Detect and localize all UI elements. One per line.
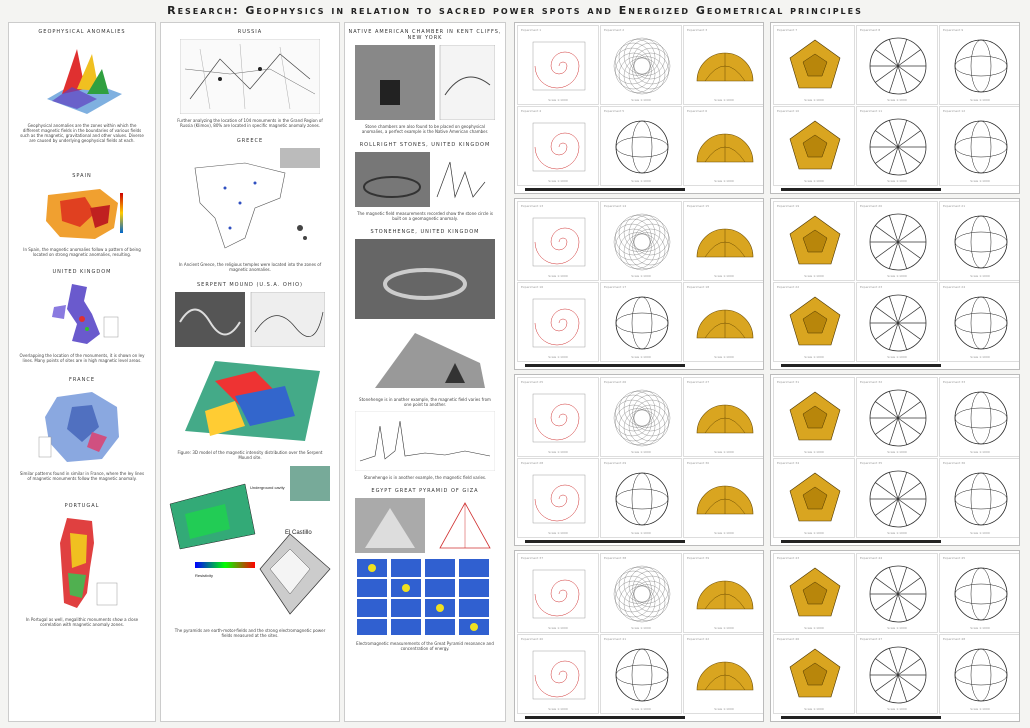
experiment-scale: Scale 1:1000 [887,98,907,102]
experiment-cell [856,458,938,538]
experiment-label: Experiment 35 [860,461,883,465]
experiment-label: Experiment 38 [604,556,627,560]
experiment-label: Experiment 11 [860,109,883,113]
panel-scale-bar [525,540,685,543]
experiment-cell [683,458,764,538]
experiment-cell [517,201,599,281]
section-title: UNITED KINGDOM [52,269,112,275]
stonehenge-magnetic-map [355,323,495,393]
section-caption: In Spain, the magnetic anomalies follow a pattern of being located on strong magnetic anomalies, resulting. [23,247,141,257]
stonehenge-photo [355,239,495,319]
experiment-label: Experiment 2 [604,28,625,32]
experiment-cell [856,106,938,186]
experiment-cell [517,458,599,538]
panel-scale-bar [781,364,941,367]
experiment-label: Experiment 9 [943,28,964,32]
experiment-scale: Scale 1:1000 [804,355,824,359]
experiment-label: Experiment 45 [943,556,966,560]
section-title: SPAIN [72,173,92,179]
experiment-label: Experiment 37 [521,556,544,560]
experiment-label: Experiment 27 [687,380,710,384]
experiment-label: Experiment 3 [687,28,708,32]
experiment-panel [514,198,764,370]
experiment-scale: Scale 1:1000 [970,179,990,183]
column-russia-greece [160,22,340,722]
experiment-scale: Scale 1:1000 [970,531,990,535]
experiment-label: Experiment 42 [687,637,710,641]
experiment-cell [856,201,938,281]
pyramid-resistivity-diagram [165,464,335,624]
experiment-panel [770,22,1020,194]
experiment-scale: Scale 1:1000 [804,179,824,183]
column-sites [344,22,506,722]
experiment-label: Experiment 39 [687,556,710,560]
experiment-scale: Scale 1:1000 [970,707,990,711]
underground-label: Underground cavity [250,485,285,490]
experiment-label: Experiment 10 [777,109,800,113]
serpent-mound-photos [175,292,325,347]
experiment-cell [683,553,764,633]
experiment-cell [773,553,855,633]
experiment-scale: Scale 1:1000 [714,531,734,535]
panel-scale-bar [781,540,941,543]
experiment-panel [514,22,764,194]
section-caption: Geophysical anomalies are the zones within which the different magnetic fields in the boundaries of various fields such as the magnetic, gravitational and other values. Diverse are caused by underlying geophysical fields at each. [20,123,144,143]
experiment-cell [939,201,1020,281]
experiment-scale: Scale 1:1000 [714,179,734,183]
spain-map [40,183,125,243]
experiment-panel [514,550,764,722]
section-title: FRANCE [69,377,95,383]
experiment-label: Experiment 12 [943,109,966,113]
experiment-label: Experiment 1 [521,28,542,32]
experiment-cell [939,25,1020,105]
experiment-label: Experiment 21 [943,204,966,208]
experiment-panel [770,198,1020,370]
em-field-heatmaps [355,557,495,637]
section-caption: In Ancient Greece, the religious temples were located into the zones of magnetic anomalies. [178,262,322,272]
experiment-cell [600,377,682,457]
experiment-label: Experiment 32 [860,380,883,384]
experiment-scale: Scale 1:1000 [631,450,651,454]
experiment-label: Experiment 19 [777,204,800,208]
section-caption: Stone chambers are also found to be placed on geophysical anomalies, a perfect example is the Native American chamber. [361,124,489,134]
experiment-cell [773,201,855,281]
experiment-panel [770,374,1020,546]
el-castillo-label: El Castillo [285,530,312,536]
experiment-label: Experiment 29 [604,461,627,465]
experiment-label: Experiment 46 [777,637,800,641]
experiment-cell [600,282,682,362]
experiment-panel [770,550,1020,722]
experiment-label: Experiment 34 [777,461,800,465]
russia-map [180,39,320,114]
experiment-scale: Scale 1:1000 [631,274,651,278]
experiment-scale: Scale 1:1000 [548,98,568,102]
experiment-cell [939,106,1020,186]
france-map [37,387,127,467]
experiment-scale: Scale 1:1000 [631,355,651,359]
experiment-label: Experiment 5 [604,109,625,113]
experiment-label: Experiment 40 [521,637,544,641]
experiment-scale: Scale 1:1000 [887,355,907,359]
section-title: GEOPHYSICAL ANOMALIES [38,29,126,35]
experiment-cell [939,634,1020,714]
experiment-scale: Scale 1:1000 [887,179,907,183]
section-caption: Electromagnetic measurements of the Great Pyramid resonance and concentration of energy. [356,641,494,651]
portugal-map [42,513,122,613]
experiment-label: Experiment 24 [943,285,966,289]
experiment-scale: Scale 1:1000 [804,707,824,711]
section-title: STONEHENGE, UNITED KINGDOM [370,229,480,235]
experiment-cell [773,25,855,105]
experiment-cell [773,282,855,362]
rollright-stones [355,152,495,207]
experiment-cell [517,25,599,105]
experiment-cell [600,553,682,633]
experiment-cell [683,201,764,281]
experiment-label: Experiment 43 [777,556,800,560]
anomaly-3d-plot [37,39,127,119]
experiment-label: Experiment 20 [860,204,883,208]
experiment-label: Experiment 4 [521,109,542,113]
greece-map [175,148,325,258]
section-caption: In Portugal as well, megalithic monuments show a close correlation with magnetic anomaly zones. [25,617,139,627]
magnetic-3d-terrain [175,351,325,446]
experiment-scale: Scale 1:1000 [887,274,907,278]
section-caption: Overlapping the location of the monuments, it is shown on ley lines. Many points of sites are in high magnetic level areas. [19,353,145,363]
experiment-label: Experiment 15 [687,204,710,208]
experiment-scale: Scale 1:1000 [548,707,568,711]
experiment-scale: Scale 1:1000 [631,98,651,102]
experiment-scale: Scale 1:1000 [887,450,907,454]
experiment-label: Experiment 28 [521,461,544,465]
experiment-scale: Scale 1:1000 [804,531,824,535]
column-geophysics-europe [8,22,156,722]
experiment-label: Experiment 36 [943,461,966,465]
experiment-cell [517,634,599,714]
experiment-cell [856,25,938,105]
experiment-label: Experiment 48 [943,637,966,641]
experiment-cell [773,106,855,186]
experiment-cell [517,377,599,457]
experiment-cell [939,377,1020,457]
experiment-label: Experiment 41 [604,637,627,641]
section-title: EGYPT GREAT PYRAMID OF GIZA [371,488,479,494]
experiment-cell [517,553,599,633]
experiment-cell [600,201,682,281]
experiment-scale: Scale 1:1000 [714,355,734,359]
section-caption: Figure: 3D model of the magnetic intensity distribution over the Serpent Mound site. [177,450,323,460]
experiment-scale: Scale 1:1000 [631,531,651,535]
section-caption: The magnetic field measurements recorded show the stone circle is built on a geomagnetic anomaly. [357,211,493,221]
experiment-scale: Scale 1:1000 [970,274,990,278]
experiment-scale: Scale 1:1000 [714,98,734,102]
experiment-cell [683,634,764,714]
section-title: SERPENT MOUND (U.S.A. OHIO) [197,282,303,288]
experiment-cell [600,458,682,538]
experiment-label: Experiment 17 [604,285,627,289]
experiment-cell [773,634,855,714]
experiment-label: Experiment 33 [943,380,966,384]
experiment-cell [773,377,855,457]
experiment-scale: Scale 1:1000 [714,450,734,454]
experiment-label: Experiment 8 [860,28,881,32]
experiment-scale: Scale 1:1000 [548,450,568,454]
experiment-cell [939,553,1020,633]
experiment-label: Experiment 30 [687,461,710,465]
experiment-cell [600,106,682,186]
experiment-scale: Scale 1:1000 [548,355,568,359]
experiment-cell [773,458,855,538]
experiment-scale: Scale 1:1000 [714,626,734,630]
panel-scale-bar [525,364,685,367]
panel-scale-bar [525,188,685,191]
section-caption: Similar patterns found in similar in France, where the ley lines of magnetic monuments follow the magnetic anomaly. [19,471,145,481]
experiment-scale: Scale 1:1000 [887,531,907,535]
experiment-cell [600,634,682,714]
giza-pyramid [355,498,495,553]
section-caption: Stonehenge is in another example, the magnetic field varies from one point to another. [359,397,491,407]
experiment-scale: Scale 1:1000 [970,626,990,630]
experiment-label: Experiment 44 [860,556,883,560]
experiment-scale: Scale 1:1000 [887,626,907,630]
experiment-label: Experiment 26 [604,380,627,384]
uk-map [42,279,122,349]
experiment-scale: Scale 1:1000 [548,274,568,278]
experiment-label: Experiment 13 [521,204,544,208]
experiment-scale: Scale 1:1000 [804,274,824,278]
experiment-label: Experiment 7 [777,28,798,32]
experiment-label: Experiment 25 [521,380,544,384]
page-title: Research: Geophysics in relation to sacred power spots and Energized Geometrical principles [167,4,863,17]
experiment-cell [939,458,1020,538]
experiment-label: Experiment 6 [687,109,708,113]
experiment-label: Experiment 18 [687,285,710,289]
experiment-scale: Scale 1:1000 [631,707,651,711]
panel-scale-bar [781,716,941,719]
experiment-cell [856,553,938,633]
experiment-cell [517,282,599,362]
section-title: PORTUGAL [64,503,100,509]
experiment-label: Experiment 47 [860,637,883,641]
experiment-scale: Scale 1:1000 [548,626,568,630]
experiment-scale: Scale 1:1000 [714,274,734,278]
section-title: ROLLRIGHT STONES, UNITED KINGDOM [359,142,491,148]
experiment-cell [683,377,764,457]
experiment-cell [517,106,599,186]
experiment-label: Experiment 22 [777,285,800,289]
experiment-scale: Scale 1:1000 [804,450,824,454]
section-caption: Further analyzing the location of 104 monuments in the Grand Region of Russia (Klimov), 80% are located in specific magnetic anomaly zones. [177,118,323,128]
section-caption: The pyramids are earth-motor-fields and the strong electromagnetic power fields measured at the sites. [174,628,326,638]
experiment-cell [683,282,764,362]
experiment-label: Experiment 14 [604,204,627,208]
resistivity-label: Resistivity [195,573,214,578]
kent-cliffs-chamber [355,45,495,120]
experiment-scale: Scale 1:1000 [714,707,734,711]
magnetic-profile-plot [355,411,495,471]
experiment-cell [939,282,1020,362]
experiment-scale: Scale 1:1000 [970,355,990,359]
experiment-panel [514,374,764,546]
experiment-scale: Scale 1:1000 [548,531,568,535]
section-title: NATIVE AMERICAN CHAMBER IN KENT CLIFFS, NEW YORK [348,29,502,41]
experiment-cell [856,282,938,362]
experiment-label: Experiment 31 [777,380,800,384]
section-title: RUSSIA [237,29,263,35]
experiment-scale: Scale 1:1000 [970,98,990,102]
experiment-scale: Scale 1:1000 [887,707,907,711]
experiment-scale: Scale 1:1000 [548,179,568,183]
experiment-label: Experiment 23 [860,285,883,289]
experiment-cell [683,25,764,105]
experiment-label: Experiment 16 [521,285,544,289]
experiment-cell [683,106,764,186]
section-title: GREECE [236,138,264,144]
panel-scale-bar [781,188,941,191]
panel-scale-bar [525,716,685,719]
experiment-scale: Scale 1:1000 [804,98,824,102]
section-caption: Stonehenge is in another example, the magnetic field varies. [363,475,487,480]
experiment-scale: Scale 1:1000 [631,179,651,183]
experiment-scale: Scale 1:1000 [804,626,824,630]
experiment-scale: Scale 1:1000 [631,626,651,630]
experiment-cell [856,634,938,714]
experiment-cell [600,25,682,105]
experiment-scale: Scale 1:1000 [970,450,990,454]
experiment-cell [856,377,938,457]
